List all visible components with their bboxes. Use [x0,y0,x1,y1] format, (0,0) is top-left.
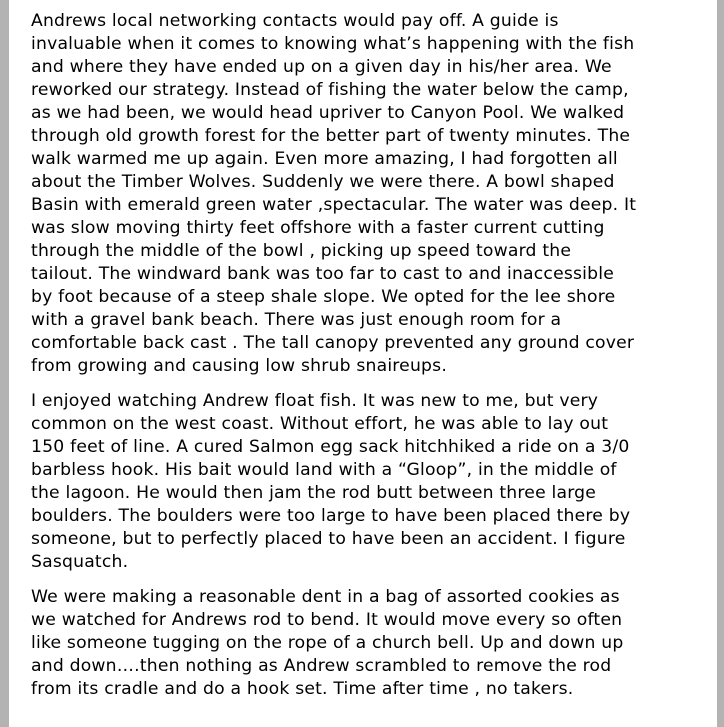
text-line: Andrews local networking contacts would pay off. A guide is [31,11,559,31]
text-line: someone, but to perfectly placed to have been an accident. I figure [31,529,626,549]
text-line: 150 feet of line. A cured Salmon egg sack hitchhiked a ride on a 3/0 [31,437,630,457]
text-line: from growing and causing low shrub snaireups. [31,356,447,376]
text-line: invaluable when it comes to knowing what’s happening with the fish [31,34,635,54]
paragraph-2 [31,390,717,574]
text-line: with a gravel bank beach. There was just enough room for a [31,310,562,330]
text-line: about the Timber Wolves. Suddenly we were there. A bowl shaped [31,172,615,192]
text-line: through old growth forest for the better part of twenty minutes. The [31,126,631,146]
text-line: reworked our strategy. Instead of fishing the water below the camp, [31,80,629,100]
text-line: from its cradle and do a hook set. Time after time , no takers. [31,679,574,699]
paragraph-1 [31,10,717,378]
text-line: and down….then nothing as Andrew scrambled to remove the rod [31,656,612,676]
text-line: through the middle of the bowl , picking up speed toward the [31,241,572,261]
text-line: We were making a reasonable dent in a bag of assorted cookies as [31,587,620,607]
text-line: by foot because of a steep shale slope. We opted for the lee shore [31,287,616,307]
text-line: the lagoon. He would then jam the rod butt between three large [31,483,597,503]
text-line: we watched for Andrews rod to bend. It would move every so often [31,610,623,630]
text-line: tailout. The windward bank was too far to cast to and inaccessible [31,264,614,284]
paragraph-3 [31,586,717,701]
text-line: was slow moving thirty feet offshore with a faster current cutting [31,218,605,238]
text-line: as we had been, we would head upriver to Canyon Pool. We walked [31,103,625,123]
text-line: walk warmed me up again. Even more amazing, I had forgotten all [31,149,618,169]
left-border [0,0,9,727]
document-body [31,10,717,713]
text-line: boulders. The boulders were too large to have been placed there by [31,506,631,526]
text-line: like someone tugging on the rope of a church bell. Up and down up [31,633,624,653]
text-line: I enjoyed watching Andrew float fish. It was new to me, but very [31,391,599,411]
text-line: Sasquatch. [31,552,129,572]
text-line: and where they have ended up on a given day in his/her area. We [31,57,612,77]
text-line: comfortable back cast . The tall canopy prevented any ground cover [31,333,635,353]
text-line: barbless hook. His bait would land with a “Gloop”, in the middle of [31,460,617,480]
text-line: Basin with emerald green water ,spectacular. The water was deep. It [31,195,637,215]
right-border [717,0,724,727]
text-line: common on the west coast. Without effort, he was able to lay out [31,414,609,434]
